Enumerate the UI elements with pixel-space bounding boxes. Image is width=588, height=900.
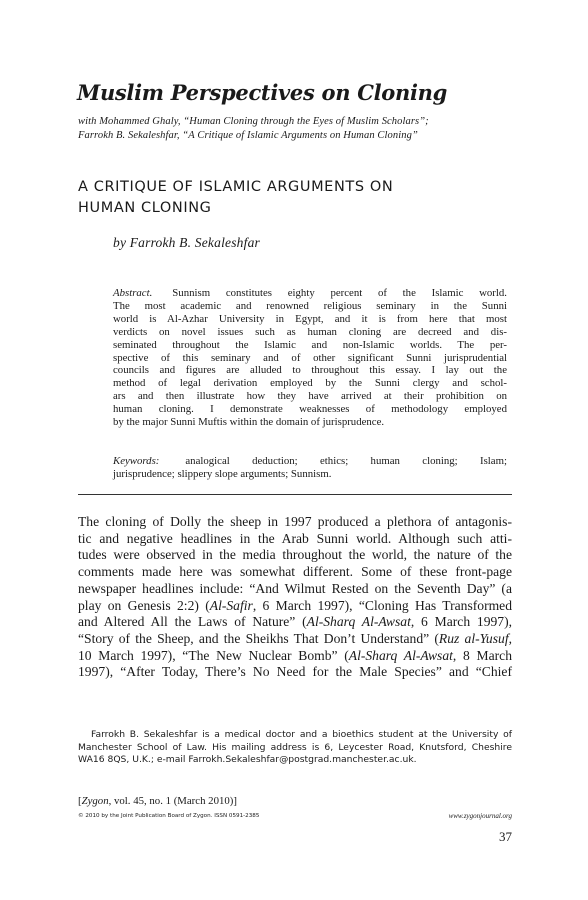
newspaper-name: Al-Sharq Al-Awsat: [306, 614, 411, 630]
keywords-line: [113, 455, 507, 468]
article-title-line: A CRITIQUE OF ISLAMIC ARGUMENTS ON: [78, 179, 394, 195]
author-byline: by Farrokh B. Sekaleshfar: [113, 235, 260, 250]
abstract-line: councils and figures are alluded to throughout this essay. I lay out the: [113, 364, 507, 377]
related-articles-line: Farrokh B. Sekaleshfar, “A Critique of Islamic Arguments on Human Cloning”: [78, 129, 418, 141]
section-divider: [78, 494, 512, 495]
body-line: newspaper headlines include: “And Wilmut Rested on the Seventh Day” (a: [78, 580, 512, 596]
article-title: [78, 177, 478, 219]
body-text-run: and Altered All the Laws of Nature” (: [78, 614, 307, 630]
author-footnote: [78, 729, 512, 767]
body-line: 1997), “After Today, There’s No Need for the Male Species” and “Chief: [78, 664, 512, 680]
footnote-line: WA16 8QS, U.K.; e-mail Farrokh.Sekaleshfar@postgrad.manchester.ac.uk.: [78, 754, 417, 766]
citation-details: , vol. 45, no. 1 (March 2010)]: [108, 795, 237, 807]
footnote-line: Farrokh B. Sekaleshfar is a medical doctor and a bioethics student at the University of: [91, 729, 512, 740]
journal-website: www.zygonjournal.org: [448, 812, 512, 820]
abstract-line: ars and then illustrate how they have arrived at their prohibition on: [113, 390, 507, 403]
body-text-run: , 8 March: [452, 647, 512, 663]
body-text-run: ,: [508, 630, 512, 646]
body-paragraph: [78, 514, 512, 681]
body-line: tic and negative headlines in the Arab Sunni world. Although such atti-: [78, 530, 512, 546]
body-text-run: , 6 March 1997),: [410, 614, 513, 630]
body-line: [78, 648, 512, 665]
body-line: tudes were observed in the media throughout the world, the nature of the: [78, 547, 512, 563]
page-number: 37: [499, 829, 512, 844]
footnote-line: Manchester School of Law. His mailing address is 6, Leycester Road, Knutsford, Cheshire: [78, 741, 512, 753]
abstract-line: [113, 287, 507, 300]
body-line: [78, 614, 512, 631]
section-title: Muslim Perspectives on Cloning: [77, 80, 447, 105]
abstract-line: method of legal derivation employed by the Sunni clergy and schol-: [113, 377, 507, 390]
article-title-line: HUMAN CLONING: [78, 200, 212, 216]
abstract-label: Abstract.: [113, 287, 153, 299]
journal-name: Zygon: [81, 795, 109, 807]
body-line: [78, 631, 512, 648]
body-line: The cloning of Dolly the sheep in 1997 produced a plethora of antagonis-: [78, 514, 512, 529]
abstract-line: world is Al-Azhar University in Egypt, and it is from here that most: [113, 312, 507, 325]
related-articles: [78, 115, 548, 142]
copyright-notice: © 2010 by the Joint Publication Board of Zygon. ISSN 0591-2385: [78, 813, 260, 819]
abstract-line: seminated throughout the Islamic and non-Islamic worlds. The per-: [113, 338, 507, 351]
keywords-text: analogical deduction; ethics; human cloning; Islam;: [185, 455, 507, 467]
abstract: [113, 287, 507, 429]
citation-bracket: [: [78, 795, 82, 807]
body-line: comments made here was somewhat different. Some of these front-page: [78, 564, 512, 580]
abstract-line: by the major Sunni Muftis within the domain of jurisprudence.: [113, 416, 385, 429]
keywords-line: jurisprudence; slippery slope arguments; Sunnism.: [113, 467, 332, 480]
newspaper-name: Al-Sharq Al-Awsat: [348, 647, 453, 663]
body-text-run: 10 March 1997), “The New Nuclear Bomb” (: [78, 647, 349, 663]
abstract-line: The most academic and renowned religious seminary in the Sunni: [113, 299, 507, 312]
body-text-run: play on Genesis 2:2) (: [78, 597, 210, 613]
abstract-line: verdicts on novel issues such as human cloning are decreed and dis-: [113, 325, 507, 338]
body-text-run: “Story of the Sheep, and the Sheikhs That Don’t Understand” (: [78, 630, 439, 646]
related-articles-line: with Mohammed Ghaly, “Human Cloning through the Eyes of Muslim Scholars”;: [78, 116, 429, 127]
keywords: [113, 455, 507, 481]
newspaper-name: Ruz al-Yusuf: [438, 630, 509, 646]
newspaper-name: Al-Safir: [209, 597, 253, 613]
abstract-text: Sunnism constitutes eighty percent of the Islamic world.: [172, 287, 507, 299]
abstract-line: spective of this seminary and of other significant Sunni jurisprudential: [113, 351, 507, 364]
keywords-label: Keywords:: [113, 455, 160, 467]
body-text-run: , 6 March 1997), “Cloning Has Transformed: [252, 597, 513, 613]
body-line: [78, 598, 512, 615]
journal-citation: [78, 795, 237, 807]
abstract-line: human cloning. I demonstrate weaknesses of methodology employed: [113, 403, 507, 416]
